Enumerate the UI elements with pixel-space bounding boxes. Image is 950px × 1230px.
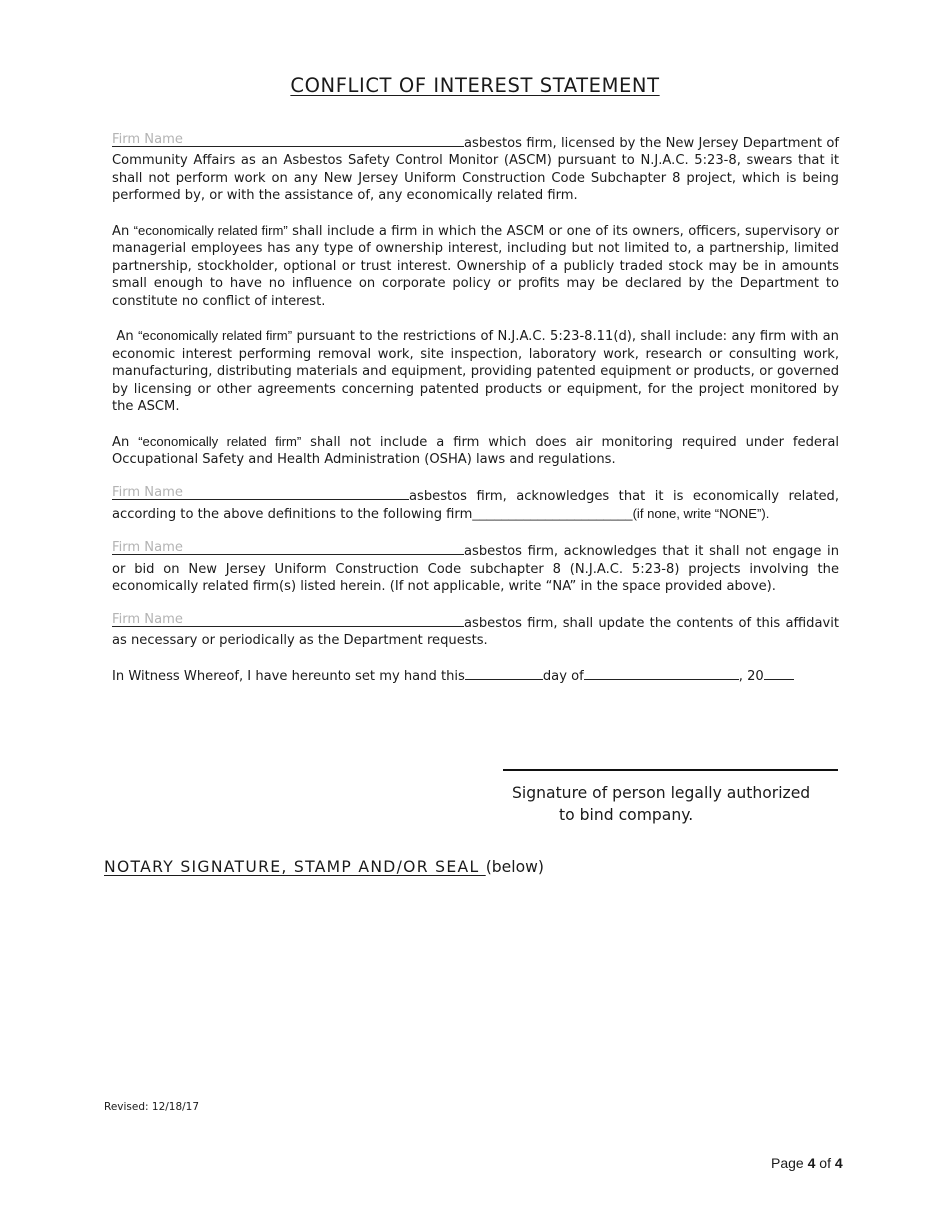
related-firm-blank[interactable]: ______________________ <box>472 506 633 522</box>
firm-name-field-4[interactable]: Firm Name <box>112 613 464 627</box>
paragraph-7: Firm Name asbestos firm, shall update the contents of this affidavit as necessary or periodically as the Department requests. <box>112 612 839 649</box>
signature-line[interactable] <box>503 769 838 771</box>
day-blank[interactable] <box>465 667 543 680</box>
paragraph-6: Firm Name asbestos firm, acknowledges that it shall not engage in or bid on New Jersey Uniform Construction Code subchapter 8 (N.J.A.C. 5:23-8) projects involving the economically related firm(s) listed herein. (If not applicable, write “NA” in the space provided above). <box>112 541 839 595</box>
paragraph-1: Firm Name asbestos firm, licensed by the New Jersey Department of Community Affairs as an Asbestos Safety Control Monitor (ASCM) pursuant to N.J.A.C. 5:23-8, swears that it shall not perform work on any New Jersey Uniform Construction Code Subchapter 8 project, which is being performed by, or with the assistance of, any economically related firm. <box>112 133 839 204</box>
paragraph-2: An “economically related firm” shall include a firm in which the ASCM or one of its owners, officers, supervisory or managerial employees has any type of ownership interest, including but not limited to, a partnership, limited partnership, stockholder, optional or trust interest. Ownership of a publicly traded stock may be in amounts small enough to have no influence on corporate policy or profits may be declared by the Department to constitute no conflict of interest. <box>112 223 839 309</box>
signature-caption-line-1: Signature of person legally authorized <box>512 784 811 802</box>
signature-caption-line-2: to bind company. <box>559 806 694 824</box>
defined-term: “economically related firm” <box>138 328 293 344</box>
firm-name-field-1[interactable]: Firm Name <box>112 133 464 147</box>
year-blank[interactable] <box>764 667 794 680</box>
defined-term: “economically related firm” <box>138 433 302 449</box>
document-title: CONFLICT OF INTEREST STATEMENT <box>290 74 660 97</box>
statement-body <box>112 133 839 703</box>
notary-heading: NOTARY SIGNATURE, STAMP AND/OR SEAL (below) <box>104 858 544 876</box>
paragraph-3: An “economically related firm” pursuant to the restrictions of N.J.A.C. 5:23-8.11(d), shall include: any firm with an economic interest performing removal work, site inspection, laboratory work, research or consulting work, manufacturing, distributing materials and equipment, providing patented equipment or products, or governed by licensing or other agreements concerning patented products or equipment, for the project monitored by the ASCM. <box>112 328 839 415</box>
page-number: Page 4 of 4 <box>771 1155 843 1171</box>
paragraph-4: An “economically related firm” shall not include a firm which does air monitoring required under federal Occupational Safety and Health Administration (OSHA) laws and regulations. <box>112 433 839 468</box>
revised-date: Revised: 12/18/17 <box>104 1101 200 1113</box>
month-blank[interactable] <box>584 667 739 680</box>
firm-name-field-3[interactable]: Firm Name <box>112 541 464 555</box>
defined-term: “economically related firm” <box>133 223 288 239</box>
witness-line: In Witness Whereof, I have hereunto set my hand this day of , 20 <box>112 667 839 685</box>
paragraph-5: Firm Name asbestos firm, acknowledges that it is economically related, according to the above definitions to the following firm______________________(if none, write “NONE”). <box>112 486 839 523</box>
firm-name-field-2[interactable]: Firm Name <box>112 486 409 500</box>
